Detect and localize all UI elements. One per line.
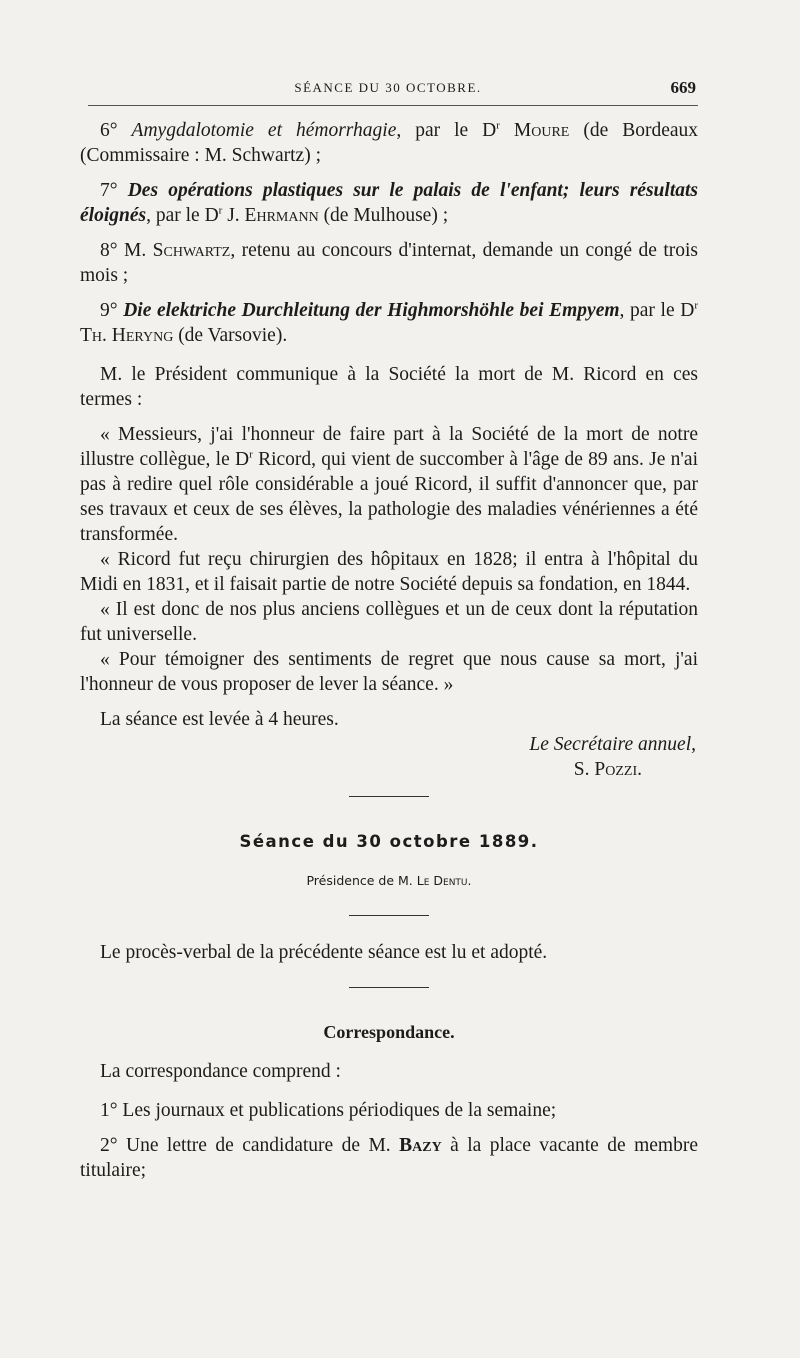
president-intro: M. le Président communique à la Société la mort de M. Ricord en ces termes : xyxy=(80,364,698,410)
correspondance-item-1: 1° Les journaux et publications périodiques de la semaine; xyxy=(100,1100,557,1121)
agenda-item-7: 7° Des opérations plastiques sur le palais de l'enfant; leurs résultats éloignés, par le $D^r$ J. Ehrmann (de Mulhouse) ; xyxy=(80,180,698,226)
secretary-name: S. Pozzi. xyxy=(573,759,642,780)
session-closed: La séance est levée à 4 heures. xyxy=(100,709,339,730)
agenda-item-8: 8° M. Schwartz, retenu au concours d'internat, demande un congé de trois mois ; xyxy=(80,240,699,286)
section-divider xyxy=(349,987,429,988)
correspondance-title: Correspondance. xyxy=(323,1022,455,1042)
session-presidence: Présidence de M. Le Dentu. xyxy=(306,873,472,888)
agenda-item-9: 9° Die elektriche Durchleitung der Highmorshöhle bei Empyem, par le $D^r$ Th. Heryng (de Varsovie). xyxy=(80,299,698,346)
eulogy-paragraph-1: « Messieurs, j'ai l'honneur de faire part à la Société de la mort de notre illustre collègue, le $D^r$ Ricord, qui vient de succomber à l'âge de 89 ans. Je n'ai pas à redire quel rôle considérable a joué Ricord, il suffit d'annoncer que, par ses travaux et ceux de ses élèves, la pathologie des maladies vénériennes a été transformée. xyxy=(80,424,698,545)
page-body xyxy=(80,118,698,1183)
eulogy-paragraph-4: « Pour témoigner des sentiments de regret que nous cause sa mort, j'ai l'honneur de vous proposer de lever la séance. » xyxy=(80,649,698,695)
correspondance-intro: La correspondance comprend : xyxy=(100,1061,341,1082)
section-divider xyxy=(349,915,429,916)
page-header xyxy=(80,78,696,100)
section-divider xyxy=(349,796,429,797)
agenda-item-6: 6° Amygdalotomie et hémorrhagie, par le $D^r$ Moure (de Bordeaux (Commissaire : M. Schwartz) ; xyxy=(80,119,699,166)
eulogy-paragraph-3: « Il est donc de nos plus anciens collègues et un de ceux dont la réputation fut universelle. xyxy=(80,599,698,645)
page-number: 669 xyxy=(670,78,696,97)
eulogy-paragraph-2: « Ricord fut reçu chirurgien des hôpitaux en 1828; il entra à l'hôpital du Midi en 1831, et il faisait partie de notre Société depuis sa fondation, en 1844. xyxy=(80,549,698,595)
minutes-adopted: Le procès-verbal de la précédente séance est lu et adopté. xyxy=(100,942,548,963)
header-rule xyxy=(88,105,698,106)
correspondance-item-2: 2° Une lettre de candidature de M. Bazy à la place vacante de membre titulaire; xyxy=(80,1135,698,1181)
secretary-title: Le Secrétaire annuel, xyxy=(529,734,696,755)
running-title: SÉANCE DU 30 OCTOBRE. xyxy=(294,80,482,95)
session-title: Séance du 30 octobre 1889. xyxy=(239,832,539,851)
